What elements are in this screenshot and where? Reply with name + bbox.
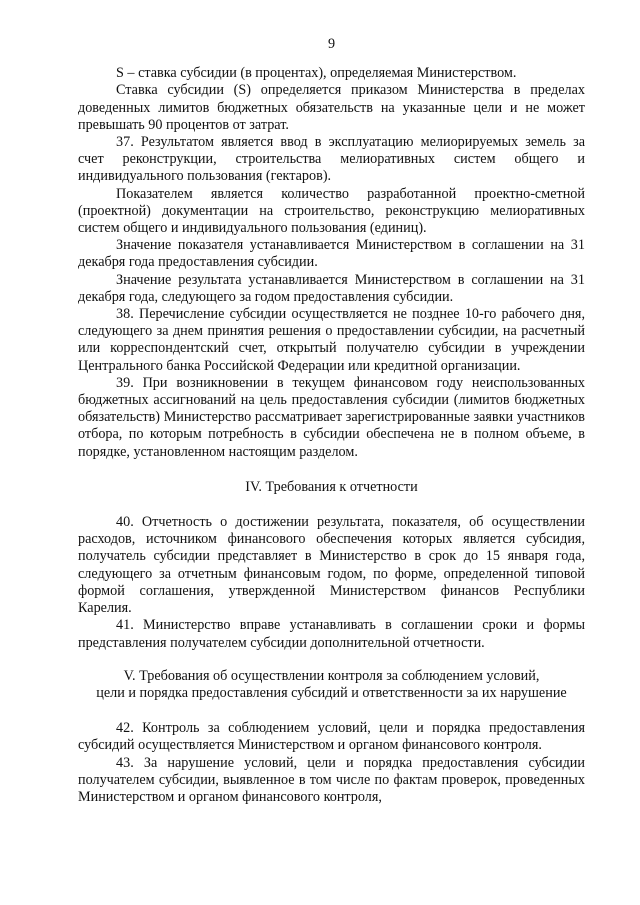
section-heading-v-line2: цели и порядка предоставления субсидий и ответственности за их нарушение bbox=[96, 684, 567, 701]
section-heading-v bbox=[78, 668, 585, 702]
paragraph-43-violation: 43. За нарушение условий, цели и порядка предоставления субсидии получателем субсидии, выявленное в том числе по фактам проверок, проведенных Министерством и органом финансового контроля, bbox=[78, 754, 585, 805]
section-heading-iv: IV. Требования к отчетности bbox=[245, 478, 418, 495]
paragraph-42-control: 42. Контроль за соблюдением условий, цели и порядка предоставления субсидий осуществляется Министерством и органом финансового контроля. bbox=[78, 720, 585, 754]
paragraph-37-result: 37. Результатом является ввод в эксплуатацию мелиорируемых земель за счет реконструкции, строительства мелиоративных систем общего и индивидуального пользования (гектаров). bbox=[78, 134, 585, 185]
paragraph-39-unused-allocations: 39. При возникновении в текущем финансовом году неиспользованных бюджетных ассигнований на цель предоставления субсидии (лимитов бюджетных обязательств) Министерство рассматривает зарегистрированные заявки участников отбора, по которым потребность в субсидии обеспечена не в полном объеме, в порядке, установленном настоящим разделом. bbox=[78, 374, 585, 460]
page-number: 9 bbox=[327, 36, 336, 52]
paragraph-indicator: Показателем является количество разработанной проектно-сметной (проектной) документации на строительство, реконструкцию мелиоративных систем общего и индивидуального пользования (единиц). bbox=[78, 185, 585, 237]
paragraph-result-value: Значение результата устанавливается Министерством в соглашении на 31 декабря года, следующего за годом предоставления субсидии. bbox=[78, 271, 585, 305]
section-heading-v-line1: V. Требования об осуществлении контроля за соблюдением условий, bbox=[123, 667, 540, 684]
paragraph-subsidy-rate-order: Ставка субсидии (S) определяется приказом Министерства в пределах доведенных лимитов бюджетных обязательств на указанные цели и не может превышать 90 процентов от затрат. bbox=[78, 82, 585, 133]
paragraph-subsidy-rate-definition: S – ставка субсидии (в процентах), определяемая Министерством. bbox=[116, 65, 517, 82]
paragraph-40-reporting: 40. Отчетность о достижении результата, показателя, об осуществлении расходов, источником финансового обеспечения которых является субсидия, получатель субсидии представляет в Министерство в срок до 15 января года, следующего за отчетным финансовым годом, по форме, определенной типовой формой соглашения, утвержденной Министерством финансов Республики Карелия. bbox=[78, 514, 585, 617]
paragraph-38-transfer: 38. Перечисление субсидии осуществляется не позднее 10-го рабочего дня, следующего за днем принятия решения о предоставлении субсидии, на расчетный или корреспондентский счет, открытый получателю субсидии в учреждении Центрального банка Российской Федерации или кредитной организации. bbox=[78, 306, 585, 374]
paragraph-41-additional-reporting: 41. Министерство вправе устанавливать в соглашении сроки и формы представления получателем субсидии дополнительной отчетности. bbox=[78, 617, 585, 651]
paragraph-indicator-value: Значение показателя устанавливается Министерством в соглашении на 31 декабря года предоставления субсидии. bbox=[78, 237, 585, 271]
